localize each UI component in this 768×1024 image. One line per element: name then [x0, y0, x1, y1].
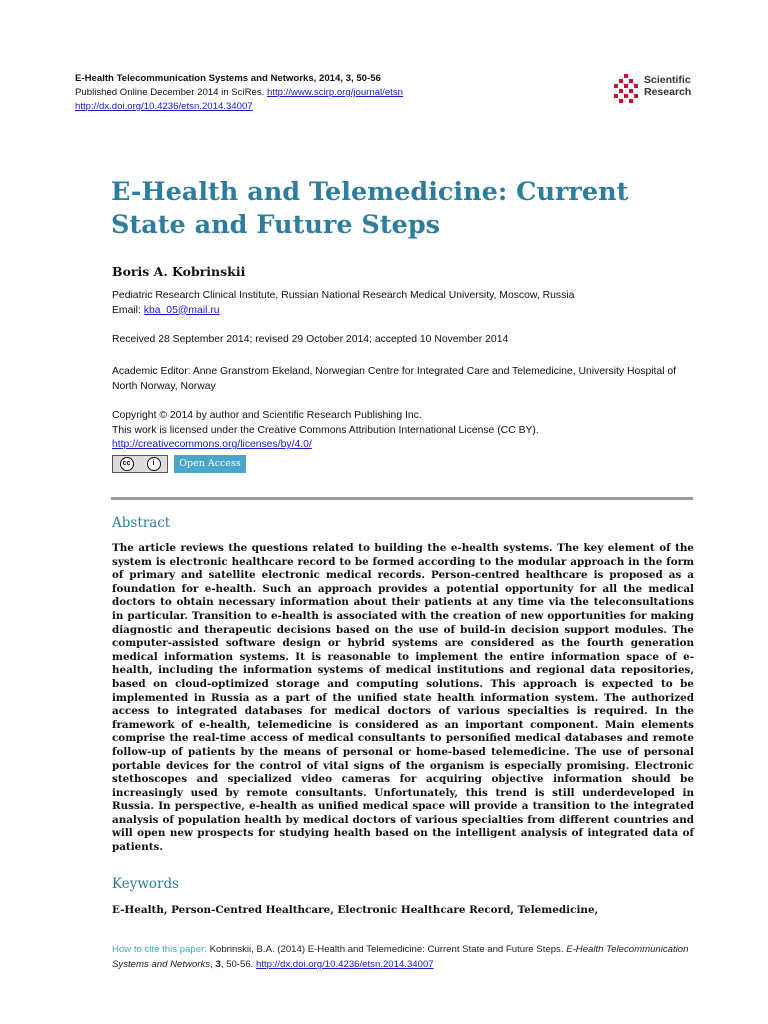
affiliation: Pediatric Research Clinical Institute, Russian National Research Medical University, Moscow, Russia — [112, 290, 575, 301]
published-line — [75, 86, 403, 100]
license-link[interactable]: http://creativecommons.org/licenses/by/4.0/ — [112, 439, 312, 450]
cite-label: How to cite this paper: — [112, 944, 207, 955]
affiliation-block — [112, 289, 702, 318]
logo-line-1: Scientific — [644, 74, 691, 86]
cc-icon: cc — [120, 457, 134, 471]
section-divider — [111, 497, 693, 500]
doi-link[interactable]: http://dx.doi.org/10.4236/etsn.2014.34007 — [75, 101, 253, 112]
citation-block: How to cite this paper: Kobrinskii, B.A. (2014) E-Health and Telemedicine: Current State and Future Steps. E-Health Telecommunication Systems and Networks, 3, 50-56. http://dx.doi.org/10.4236/etsn.2014.34007 — [112, 944, 689, 970]
journal-header — [75, 72, 403, 114]
logo-text — [644, 74, 691, 98]
cite-doi-link[interactable]: http://dx.doi.org/10.4236/etsn.2014.34007 — [256, 959, 434, 970]
license-line: This work is licensed under the Creative Commons Attribution International License (CC BY). — [112, 424, 539, 436]
published-prefix: Published Online December 2014 in SciRes. — [75, 87, 265, 98]
email-label: Email: — [112, 304, 141, 316]
academic-editor: Academic Editor: Anne Granstrom Ekeland, Norwegian Centre for Integrated Care and Telemedicine, University Hospital of North Norway, Norway — [112, 366, 677, 392]
logo-line-2: Research — [644, 86, 692, 98]
cite-journal: E-Health Telecommunication Systems and Networks — [112, 944, 689, 970]
journal-citation: E-Health Telecommunication Systems and Networks, 2014, 3, 50-56 — [75, 73, 381, 84]
paper-title: E-Health and Telemedicine: Current State and Future Steps — [111, 177, 629, 240]
keywords-text: E-Health, Person-Centred Healthcare, Electronic Healthcare Record, Telemedicine, — [112, 904, 599, 916]
abstract-heading: Abstract — [112, 515, 171, 531]
author-name: Boris A. Kobrinskii — [112, 264, 246, 279]
keywords-heading: Keywords — [112, 876, 180, 892]
received-dates: Received 28 September 2014; revised 29 October 2014; accepted 10 November 2014 — [112, 334, 509, 345]
open-access-badge: Open Access — [174, 455, 246, 473]
cite-pages: , 50-56. — [220, 959, 254, 970]
copyright-block — [112, 409, 702, 453]
scientific-research-logo — [610, 70, 700, 104]
cite-text: Kobrinskii, B.A. (2014) E-Health and Telemedicine: Current State and Future Steps. — [209, 944, 564, 955]
by-icon: i — [147, 457, 161, 471]
copyright-line: Copyright © 2014 by author and Scientific Research Publishing Inc. — [112, 410, 422, 421]
email-line — [112, 304, 702, 319]
journal-url-link[interactable]: http://www.scirp.org/journal/etsn — [267, 87, 403, 98]
abstract-text: The article reviews the questions related to building the e-health systems. The key element of the system is electronic healthcare record to be formed according to the modular approach in the form of primary and satellite electronic medical records. Person-centred healthcare is proposed as a foundation for e-health. Such an approach provides a potential opportunity for all the medical doctors to obtain necessary information about their patients at any time via the teleconsultations in particular. Transition to e-health is associated with the creation of new opportunities for making diagnostic and therapeutic decisions based on the use of build-in decision support modules. The computer-assisted software design or hybrid systems are considered as the fourth generation medical information systems. It is reasonable to implement the entire information space of e-health, including the information systems of medical institutions and regional data repositories, based on cloud-optimized storage and computing solutions. This approach is expected to be implemented in Russia as a part of the unified state health information system. The authorized access to integrated databases for medical doctors of various specialties is required. In the framework of e-health, telemedicine is considered as an important component. Main elements comprise the real-time access of medical consultants to personified medical databases and remote follow-up of patients by the means of personal or home-based telemedicine. The use of personal portable devices for the control of vital signs of the organism is especially promising. Electronic stethoscopes and specialized video cameras for acquiring objective information should be increasingly used by remote consultants. Unfortunately, this trend is still underdeveloped in Russia. In perspective, e-health as unified medical space will provide a transition to the integrated analysis of population health by medical doctors of various specialties from different countries and will open new prospects for studying health based on the intelligent analysis of integrated data of patients. — [112, 542, 694, 854]
cite-volume: 3 — [215, 959, 221, 970]
cc-by-badge[interactable] — [112, 455, 168, 473]
email-link[interactable]: kba_05@mail.ru — [143, 304, 220, 316]
logo-diamond-icon — [610, 72, 642, 104]
